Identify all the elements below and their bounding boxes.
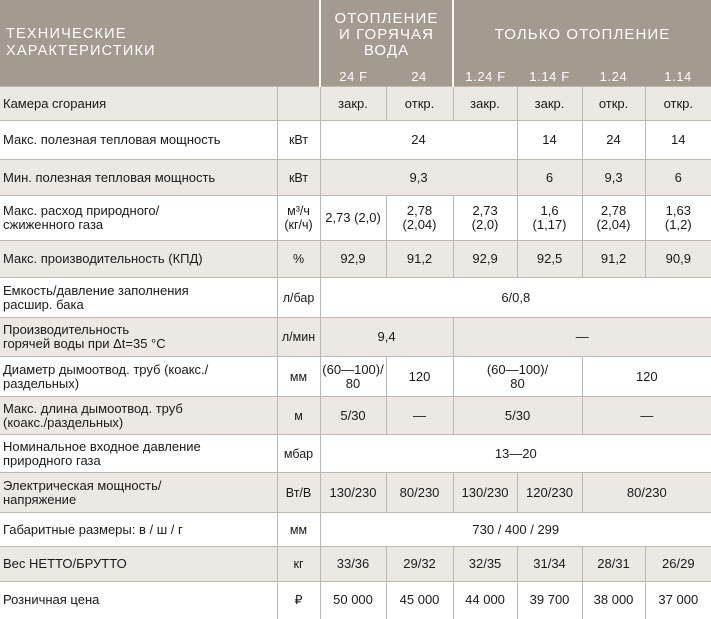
cell-line: 1,6 <box>540 203 559 218</box>
row-label <box>0 241 277 278</box>
cell-line: Камера сгорания <box>3 95 107 111</box>
cell-line: 6/0,8 <box>501 289 531 305</box>
cell-line: закр. <box>534 95 565 111</box>
cell-line: сжиженного газа <box>3 217 104 232</box>
table-row <box>0 160 711 196</box>
cell-line: 2,78 <box>600 203 627 218</box>
value-cell <box>582 241 645 278</box>
value-cell <box>582 547 645 582</box>
cell-line: м³/ч <box>287 204 310 218</box>
value-cell <box>453 318 711 357</box>
value-cell <box>517 547 582 582</box>
cell-line: 33/36 <box>336 556 370 571</box>
cell-line: 2,73 <box>472 203 498 218</box>
value-cell <box>517 196 582 241</box>
row-label <box>0 87 277 121</box>
cell-line: — <box>575 329 589 344</box>
cell-line: кВт <box>288 133 309 147</box>
cell-line: 26/29 <box>662 556 695 571</box>
cell-line: 44 000 <box>465 592 505 608</box>
value-cell <box>453 473 517 513</box>
cell-line: 2,78 <box>406 203 433 218</box>
cell-line: Вес НЕТТО/БРУТТО <box>3 556 127 571</box>
value-cell <box>453 582 517 619</box>
cell-line: (2,0) <box>471 217 499 232</box>
value-cell <box>645 121 711 160</box>
cell-line: Габаритные размеры: в / ш / г <box>3 521 183 537</box>
cell-line: раздельных) <box>3 375 80 391</box>
value-cell <box>645 160 711 196</box>
cell-line: (60—100)/ <box>322 361 384 377</box>
cell-line: мм <box>289 522 308 537</box>
row-unit <box>277 121 320 160</box>
cell-line: мм <box>289 369 308 384</box>
value-cell <box>517 582 582 619</box>
cell-line: 6 <box>545 169 554 185</box>
table-header <box>0 0 711 87</box>
row-unit <box>277 397 320 435</box>
value-cell <box>582 160 645 196</box>
cell-line: закр. <box>470 95 500 111</box>
table-body <box>0 87 711 619</box>
value-cell <box>517 160 582 196</box>
value-cell <box>582 196 645 241</box>
value-cell <box>453 397 582 435</box>
value-cell <box>582 473 711 513</box>
row-unit <box>277 318 320 357</box>
cell-line: м <box>294 408 303 423</box>
value-cell <box>320 278 711 318</box>
cell-line: Номинальное входное давление <box>3 438 201 454</box>
value-cell <box>453 547 517 582</box>
row-label <box>0 196 277 241</box>
row-label <box>0 513 277 547</box>
model-header: 24 <box>386 69 453 87</box>
value-cell <box>386 87 453 121</box>
table-row <box>0 547 711 582</box>
cell-line: природного газа <box>3 452 101 468</box>
table-row <box>0 121 711 160</box>
cell-line: 31/34 <box>533 556 566 571</box>
value-cell <box>320 196 386 241</box>
row-label <box>0 435 277 473</box>
cell-line: 80 <box>345 375 361 391</box>
row-unit <box>277 160 320 196</box>
value-cell <box>517 473 582 513</box>
row-label <box>0 278 277 318</box>
row-label <box>0 473 277 513</box>
cell-line: Емкость/давление заполнения <box>3 282 189 298</box>
model-header: 1.14 F <box>517 69 582 87</box>
cell-line: мбар <box>283 446 314 461</box>
value-cell <box>582 87 645 121</box>
cell-line: горячей воды при Δt=35 °С <box>3 336 166 351</box>
cell-line: 50 000 <box>333 592 373 608</box>
value-cell <box>517 241 582 278</box>
value-cell <box>320 160 517 196</box>
cell-line: Макс. длина дымоотвод. труб <box>3 400 183 416</box>
cell-line: 14 <box>671 132 686 147</box>
cell-line: 9,3 <box>409 169 428 185</box>
cell-line: 14 <box>542 132 557 147</box>
value-cell <box>582 397 711 435</box>
value-cell <box>386 241 453 278</box>
cell-line: 80/230 <box>626 484 667 500</box>
value-cell <box>386 196 453 241</box>
cell-line: (кг/ч) <box>284 218 313 232</box>
value-cell <box>320 473 386 513</box>
cell-line: 92,5 <box>536 251 563 266</box>
table-row <box>0 357 711 397</box>
cell-line: 130/230 <box>461 484 509 500</box>
cell-line: 13—20 <box>494 445 537 461</box>
row-label <box>0 318 277 357</box>
cell-line: 5/30 <box>504 407 531 423</box>
row-label <box>0 397 277 435</box>
value-cell <box>320 318 453 357</box>
value-cell <box>645 547 711 582</box>
cell-line: 32/35 <box>468 556 502 571</box>
cell-line: (1,2) <box>664 217 692 232</box>
table-row <box>0 318 711 357</box>
row-label <box>0 357 277 397</box>
cell-line: ₽ <box>294 593 303 608</box>
cell-line: 2,73 (2,0) <box>325 210 381 225</box>
row-unit <box>277 473 320 513</box>
cell-line: Диаметр дымоотвод. труб (коакс./ <box>3 361 209 377</box>
cell-line: откр. <box>404 95 435 111</box>
cell-line: 45 000 <box>399 592 440 608</box>
cell-line: (60—100)/ <box>486 361 549 377</box>
value-cell <box>320 87 386 121</box>
table-row <box>0 87 711 121</box>
table-title-line: ХАРАКТЕРИСТИКИ <box>6 43 156 59</box>
value-cell <box>645 87 711 121</box>
cell-line: Производительность <box>3 322 130 337</box>
model-header: 24 F <box>320 69 386 87</box>
row-unit <box>277 513 320 547</box>
table-title <box>0 0 320 87</box>
cell-line: Вт/В <box>285 485 312 500</box>
row-label <box>0 547 277 582</box>
cell-line: — <box>413 407 427 423</box>
cell-line: Мин. полезная тепловая мощность <box>3 169 216 185</box>
value-cell <box>517 121 582 160</box>
cell-line: 24 <box>411 132 426 147</box>
cell-line: (1,17) <box>532 217 567 232</box>
group-heating-only: ТОЛЬКО ОТОПЛЕНИЕ <box>453 0 711 69</box>
cell-line: Розничная цена <box>3 592 100 608</box>
group-line: ВОДА <box>363 41 410 59</box>
cell-line: 120/230 <box>526 484 574 500</box>
cell-line: 90,9 <box>665 251 691 266</box>
cell-line: 29/32 <box>403 556 436 571</box>
row-unit <box>277 196 320 241</box>
cell-line: 80/230 <box>399 484 440 500</box>
table-row <box>0 397 711 435</box>
cell-line: 37 000 <box>658 592 699 608</box>
cell-line: — <box>640 407 654 423</box>
table-row <box>0 196 711 241</box>
cell-line: расшир. бака <box>3 296 84 312</box>
cell-line: Макс. полезная тепловая мощность <box>3 132 221 147</box>
cell-line: Электрическая мощность/ <box>3 477 162 493</box>
cell-line: л/мин <box>281 330 316 344</box>
value-cell <box>320 241 386 278</box>
value-cell <box>453 87 517 121</box>
cell-line: 6 <box>674 169 682 185</box>
value-cell <box>453 241 517 278</box>
value-cell <box>582 121 645 160</box>
value-cell <box>645 196 711 241</box>
table-row <box>0 513 711 547</box>
table-row <box>0 582 711 619</box>
cell-line: (2,04) <box>402 217 437 232</box>
value-cell <box>386 473 453 513</box>
cell-line: 91,2 <box>600 251 627 266</box>
cell-line: % <box>292 252 305 266</box>
value-cell <box>386 397 453 435</box>
row-unit <box>277 547 320 582</box>
group-line: ОТОПЛЕНИЕ <box>334 9 439 27</box>
cell-line: 91,2 <box>406 251 433 266</box>
cell-line: 9,3 <box>604 169 623 185</box>
cell-line: откр. <box>598 95 629 111</box>
cell-line: 5/30 <box>340 407 366 423</box>
value-cell <box>320 435 711 473</box>
cell-line: 92,9 <box>472 251 498 266</box>
cell-line: 730 / 400 / 299 <box>472 521 560 537</box>
cell-line: Макс. производительность (КПД) <box>3 251 203 266</box>
row-unit <box>277 278 320 318</box>
value-cell <box>582 582 645 619</box>
cell-line: 9,4 <box>377 329 396 344</box>
cell-line: 38 000 <box>593 592 634 608</box>
row-unit <box>277 357 320 397</box>
value-cell <box>320 357 386 397</box>
cell-line: (коакс./раздельных) <box>3 414 124 430</box>
row-unit <box>277 435 320 473</box>
value-cell <box>453 357 582 397</box>
group-heating-and-hot-water <box>320 0 453 69</box>
value-cell <box>320 121 517 160</box>
cell-line: (2,04) <box>596 217 631 232</box>
value-cell <box>645 582 711 619</box>
table-row <box>0 241 711 278</box>
value-cell <box>386 547 453 582</box>
cell-line: 24 <box>606 132 621 147</box>
model-header: 1.14 <box>645 69 711 87</box>
cell-line: 80 <box>510 375 525 391</box>
value-cell <box>386 582 453 619</box>
cell-line: Макс. расход природного/ <box>3 203 160 218</box>
model-header: 1.24 <box>582 69 645 87</box>
value-cell <box>582 357 711 397</box>
cell-line: кВт <box>288 170 309 185</box>
group-line: И ГОРЯЧАЯ <box>338 25 435 43</box>
value-cell <box>320 513 711 547</box>
value-cell <box>386 357 453 397</box>
row-unit <box>277 241 320 278</box>
value-cell <box>320 397 386 435</box>
value-cell <box>320 582 386 619</box>
cell-line: 28/31 <box>597 556 630 571</box>
value-cell <box>453 196 517 241</box>
cell-line: 120 <box>635 368 658 384</box>
cell-line: 130/230 <box>329 484 377 500</box>
table-row <box>0 278 711 318</box>
model-header: 1.24 F <box>453 69 517 87</box>
table-title-line: ТЕХНИЧЕСКИЕ <box>6 26 127 42</box>
cell-line: 92,9 <box>340 251 366 266</box>
table-row <box>0 435 711 473</box>
row-label <box>0 121 277 160</box>
cell-line: 1,63 <box>665 203 691 218</box>
table-row <box>0 473 711 513</box>
cell-line: л/бар <box>282 290 315 305</box>
cell-line: откр. <box>663 95 693 111</box>
cell-line: 120 <box>408 368 431 384</box>
row-unit <box>277 582 320 619</box>
value-cell <box>645 241 711 278</box>
cell-line: закр. <box>338 95 368 111</box>
row-label <box>0 582 277 619</box>
value-cell <box>320 547 386 582</box>
cell-line: 39 700 <box>529 592 570 608</box>
value-cell <box>517 87 582 121</box>
cell-line: кг <box>293 557 304 571</box>
cell-line: напряжение <box>3 491 77 507</box>
row-label <box>0 160 277 196</box>
row-unit <box>277 87 320 121</box>
